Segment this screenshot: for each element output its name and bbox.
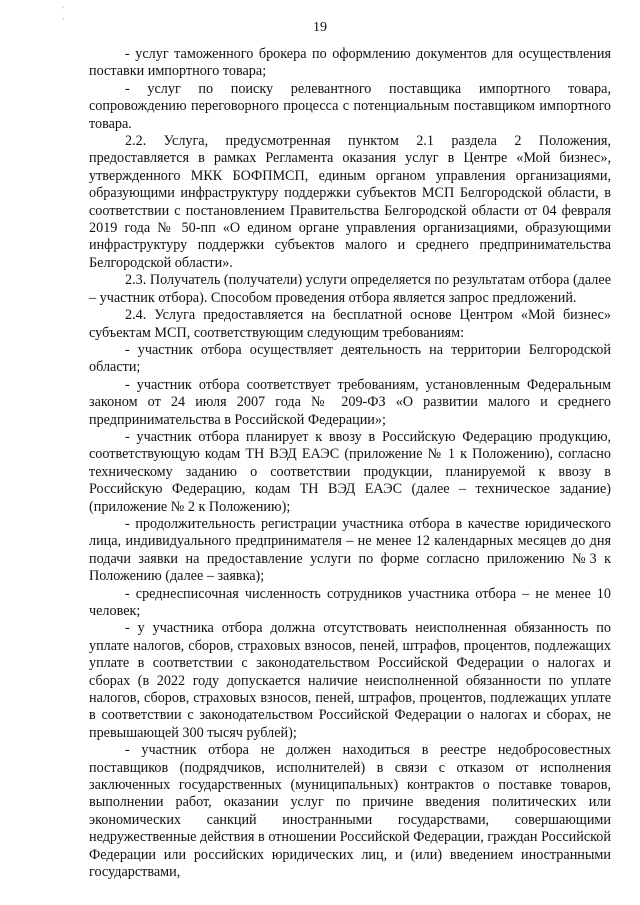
paragraph-2-4: 2.4. Услуга предоставляется на бесплатной основе Центром «Мой бизнес» субъектам МСП, соответствующим следующим требованиям: bbox=[89, 307, 611, 341]
document-body bbox=[89, 46, 611, 882]
requirement-federal-law: - участник отбора соответствует требованиям, установленным Федеральным законом от 24 июля 2007 года № 209-ФЗ «О развитии малого и среднего предпринимательства в Российской Федерации»; bbox=[89, 376, 611, 428]
requirement-territory: - участник отбора осуществляет деятельность на территории Белгородской области; bbox=[89, 341, 611, 376]
requirement-unreliable-suppliers-registry: - участник отбора не должен находиться в реестре недобросовестных поставщиков (подрядчиков, исполнителей) в связи с отказом от исполнения заключенных государственных (муниципальных) контрактов о поставке товаров, выполнении работ, оказании услуг по причине введения политических или экономических санкций иностранными государствами, совершающими недружественные действия в отношении Российской Федерации, граждан Российской Федерации или российских юридических лиц, и (или) введением иностранными государствами, bbox=[89, 742, 611, 881]
paragraph-2-2: 2.2. Услуга, предусмотренная пунктом 2.1 раздела 2 Положения, предоставляется в рамках Регламента оказания услуг в Центре «Мой бизнес», утвержденного МКК БОФПМСП, единым органом управления организациями, образующими инфраструктуру поддержки субъектов МСП Белгородской области, в соответствии с постановлением Правительства Белгородской области от 04 февраля 2019 года № 50-пп «О едином органе управления организациями, образующими инфраструктуру поддержки субъектов малого и среднего предпринимательства Белгородской области». bbox=[89, 133, 611, 271]
requirement-registration-duration: - продолжительность регистрации участника отбора в качестве юридического лица, индивидуального предпринимателя – не менее 12 календарных месяцев до дня подачи заявки на предоставление услуги по форме согласно приложению №3 к Положению (далее – заявка); bbox=[89, 515, 611, 585]
page-number: 19 bbox=[313, 20, 327, 35]
scan-artifact-mark: ' · bbox=[62, 5, 65, 24]
paragraph-supplier-search: - услуг по поиску релевантного поставщика импортного товара, сопровождению переговорного процесса с потенциальным поставщиком импортного товара. bbox=[89, 80, 611, 132]
paragraph-customs-broker: - услуг таможенного брокера по оформлению документов для осуществления поставки импортного товара; bbox=[89, 46, 611, 80]
requirement-headcount: - среднесписочная численность сотрудников участника отбора – не менее 10 человек; bbox=[89, 585, 611, 619]
paragraph-2-3: 2.3. Получатель (получатели) услуги определяется по результатам отбора (далее – участник отбора). Способом проведения отбора является запрос предложений. bbox=[89, 272, 611, 306]
requirement-import-products: - участник отбора планирует к ввозу в Российскую Федерацию продукцию, соответствующую кодам ТН ВЭД ЕАЭС (приложение № 1 к Положению), согласно техническому заданию о соответствии продукции, планируемой к ввозу в Российскую Федерацию, кодам ТН ВЭД ЕАЭС (далее – техническое задание) (приложение № 2 к Положению); bbox=[89, 428, 611, 515]
requirement-no-tax-debt: - у участника отбора должна отсутствовать неисполненная обязанность по уплате налогов, сборов, страховых взносов, пеней, штрафов, процентов, подлежащих уплате в соответствии с законодательством Российской Федерации о налогах и сборах (в 2022 году допускается наличие неисполненной обязанности по уплате налогов, сборов, страховых взносов, пеней, штрафов, процентов, подлежащих уплате в соответствии с законодательством Российской Федерации о налогах и сборах, не превышающей 300 тысяч рублей); bbox=[89, 620, 611, 741]
